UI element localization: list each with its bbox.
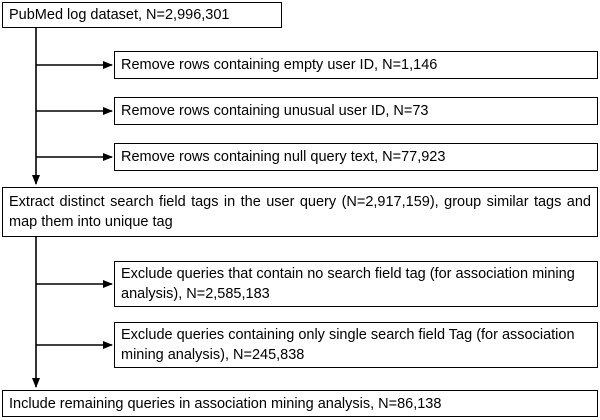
step-remove-unusual-id-text: Remove rows containing unusual user ID, N=73 [121, 103, 429, 119]
step-remove-empty-id-box [114, 51, 598, 79]
step-extract-tags-box [2, 187, 598, 237]
step-remove-null-query-box [114, 143, 598, 171]
step-remove-null-query-text: Remove rows containing null query text, N=77,923 [121, 149, 446, 165]
step-dataset-box [2, 2, 282, 28]
step-include-remaining-text: Include remaining queries in association mining analysis, N=86,138 [9, 395, 442, 412]
step-dataset-text: PubMed log dataset, N=2,996,301 [9, 7, 230, 23]
step-remove-empty-id-text: Remove rows containing empty user ID, N=1,146 [121, 57, 438, 73]
step-exclude-single-tag-box [114, 322, 598, 368]
step-extract-tags-text: Extract distinct search field tags in the user query (N=2,917,159), group similar tags and map them into unique tag [9, 194, 591, 230]
step-exclude-no-tag-text: Exclude queries that contain no search field tag (for association mining analysis), N=2,585,183 [121, 266, 575, 302]
step-include-remaining-box [2, 390, 598, 417]
step-exclude-no-tag-box [114, 261, 598, 307]
step-exclude-single-tag-text: Exclude queries containing only single search field Tag (for association mining analysis), N=245,838 [121, 327, 575, 363]
step-remove-unusual-id-box [114, 97, 598, 125]
